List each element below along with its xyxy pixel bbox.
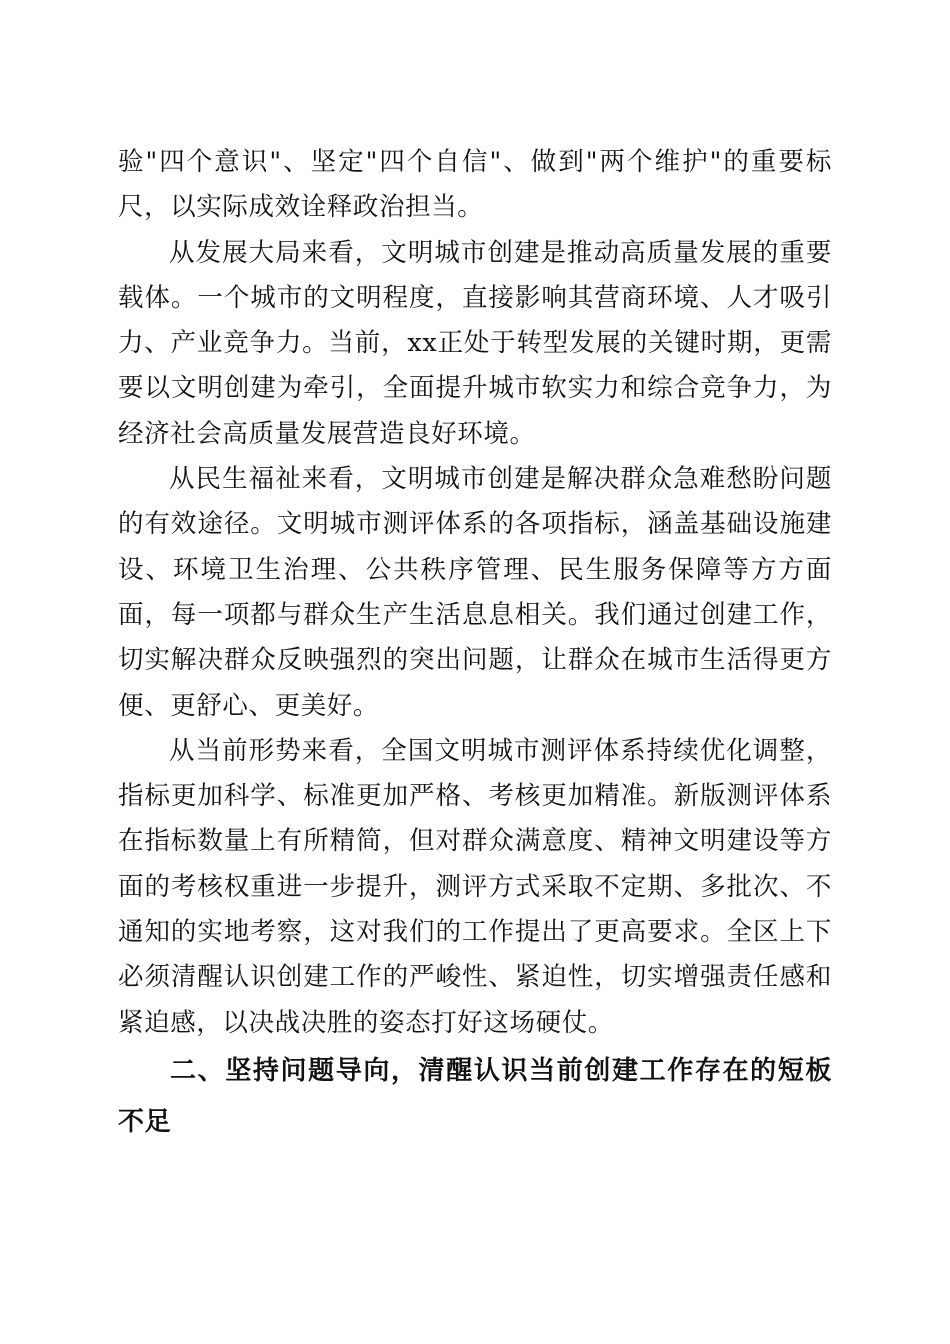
document-body bbox=[118, 140, 832, 1148]
paragraph-continuation: 验"四个意识"、坚定"四个自信"、做到"两个维护"的重要标尺，以实际成效诠释政治担当。 bbox=[118, 147, 832, 223]
paragraph-development: 从发展大局来看，文明城市创建是推动高质量发展的重要载体。一个城市的文明程度，直接影响其营商环境、人才吸引力、产业竞争力。当前，xx正处于转型发展的关键时期，更需要以文明创建为牵引，全面提升城市软实力和综合竞争力，为经济社会高质量发展营造良好环境。 bbox=[118, 237, 832, 449]
section-heading: 二、坚持问题导向，清醒认识当前创建工作存在的短板不足 bbox=[118, 1055, 832, 1137]
paragraph-situation: 从当前形势来看，全国文明城市测评体系持续优化调整，指标更加科学、标准更加严格、考核更加精准。新版测评体系在指标数量上有所精简，但对群众满意度、精神文明建设等方面的考核权重进一步提升，测评方式采取不定期、多批次、不通知的实地考察，这对我们的工作提出了更高要求。全区上下必须清醒认识创建工作的严峻性、紧迫性，切实增强责任感和紧迫感，以决战决胜的姿态打好这场硬仗。 bbox=[118, 735, 832, 1038]
paragraph-livelihood: 从民生福祉来看，文明城市创建是解决群众急难愁盼问题的有效途径。文明城市测评体系的各项指标，涵盖基础设施建设、环境卫生治理、公共秩序管理、民生服务保障等方方面面，每一项都与群众生产生活息息相关。我们通过创建工作，切实解决群众反映强烈的突出问题，让群众在城市生活得更方便、更舒心、更美好。 bbox=[118, 464, 832, 721]
